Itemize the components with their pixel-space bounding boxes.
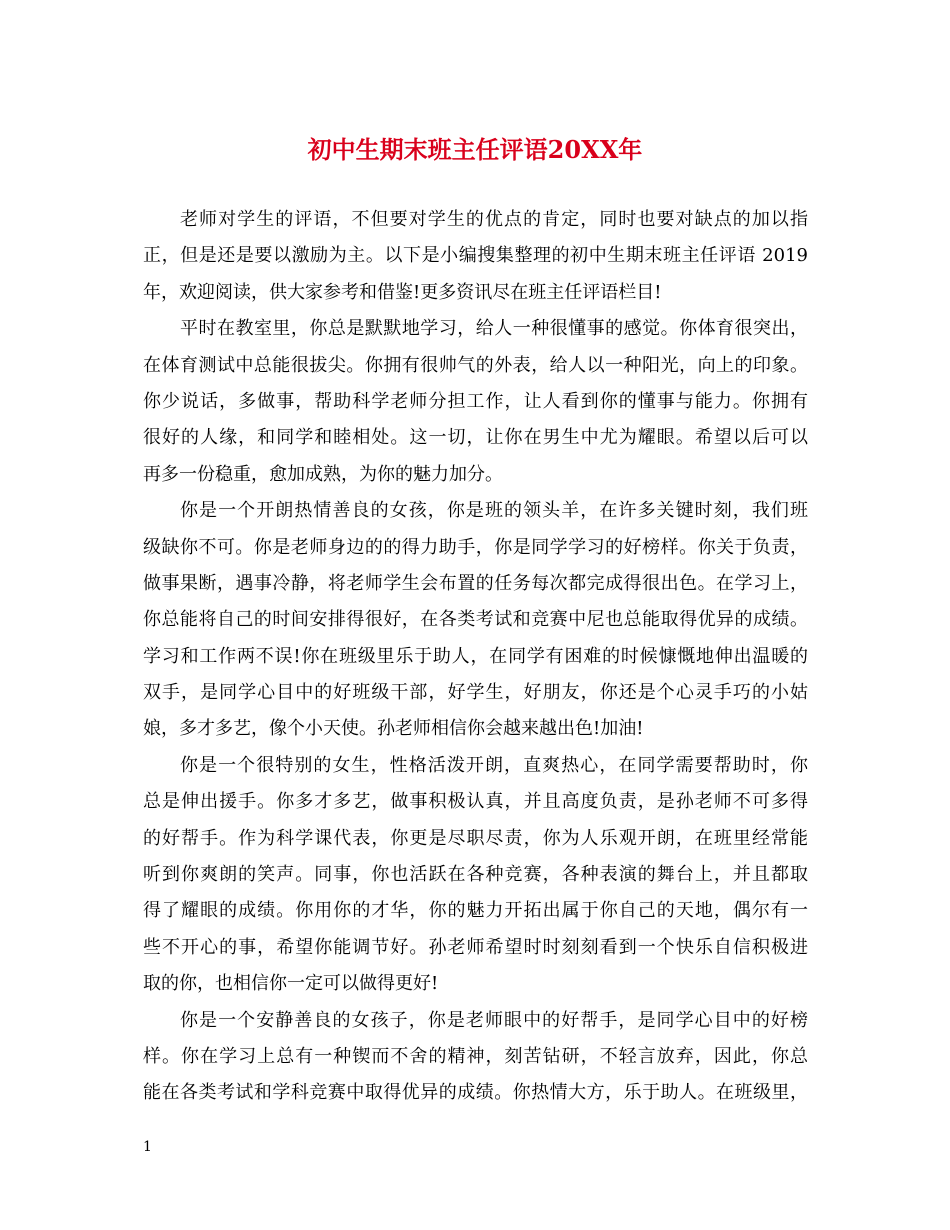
text-line: 总是伸出援手。你多才多艺，做事积极认真，并且高度负责，是孙老师不可多得 <box>143 791 808 813</box>
text-line: 很好的人缘，和同学和睦相处。这一切，让你在男生中尤为耀眼。希望以后可以 <box>143 427 808 449</box>
text-line: 学习和工作两不误!你在班级里乐于助人，在同学有困难的时候慷慨地伸出温暖的 <box>143 645 808 667</box>
document-title: 初中生期末班主任评语20XX年 <box>307 135 643 164</box>
page-number: 1 <box>143 1139 152 1155</box>
text-line: 再多一份稳重，愈加成熟，为你的魅力加分。 <box>143 463 503 485</box>
text-line: 你是一个很特别的女生，性格活泼开朗，直爽热心，在同学需要帮助时，你 <box>180 754 808 776</box>
text-line: 的好帮手。作为科学课代表，你更是尽职尽责，你为人乐观开朗，在班里经常能 <box>143 827 808 849</box>
text-line: 级缺你不可。你是老师身边的的得力助手，你是同学学习的好榜样。你关于负责， <box>143 536 808 558</box>
text-line: 娘，多才多艺，像个小天使。孙老师相信你会越来越出色!加油! <box>143 718 644 740</box>
paragraph-comment-1 <box>143 311 808 493</box>
text-line: 老师对学生的评语，不但要对学生的优点的肯定，同时也要对缺点的加以指 <box>180 209 808 230</box>
text-line: 在体育测试中总能很拔尖。你拥有很帅气的外表，给人以一种阳光，向上的印象。 <box>143 354 808 376</box>
text-line: 年，欢迎阅读，供大家参考和借鉴!更多资讯尽在班主任评语栏目! <box>143 281 662 303</box>
text-line: 做事果断，遇事冷静，将老师学生会布置的任务每次都完成得很出色。在学习上， <box>143 572 808 594</box>
text-line: 样。你在学习上总有一种锲而不舍的精神，刻苦钻研，不轻言放弃，因此，你总 <box>143 1045 808 1067</box>
document-body <box>143 202 808 1112</box>
paragraph-comment-2 <box>143 493 808 748</box>
text-line: 取的你，也相信你一定可以做得更好! <box>143 973 439 995</box>
text-line: 你是一个安静善良的女孩子，你是老师眼中的好帮手，是同学心目中的好榜 <box>180 1009 808 1031</box>
paragraph-intro <box>143 202 808 311</box>
text-line: 得了耀眼的成绩。你用你的才华，你的魅力开拓出属于你自己的天地，偶尔有一 <box>143 900 808 922</box>
text-line: 你是一个开朗热情善良的女孩，你是班的领头羊，在许多关键时刻，我们班 <box>180 500 808 522</box>
text-line: 听到你爽朗的笑声。同事，你也活跃在各种竞赛，各种表演的舞台上，并且都取 <box>143 864 808 886</box>
text-line: 你总能将自己的时间安排得很好，在各类考试和竞赛中尼也总能取得优异的成绩。 <box>143 609 808 631</box>
text-line: 些不开心的事，希望你能调节好。孙老师希望时时刻刻看到一个快乐自信积极进 <box>143 936 808 958</box>
paragraph-comment-3 <box>143 748 808 1003</box>
text-line: 能在各类考试和学科竞赛中取得优异的成绩。你热情大方，乐于助人。在班级里， <box>143 1082 808 1104</box>
text-line: 正，但是还是要以激励为主。以下是小编搜集整理的初中生期末班主任评语 2019 <box>143 245 808 267</box>
text-line: 你少说话，多做事，帮助科学老师分担工作，让人看到你的懂事与能力。你拥有 <box>143 390 808 412</box>
text-line: 双手，是同学心目中的好班级干部，好学生，好朋友，你还是个心灵手巧的小姑 <box>143 682 808 704</box>
text-line: 平时在教室里，你总是默默地学习，给人一种很懂事的感觉。你体育很突出， <box>180 318 808 340</box>
paragraph-comment-4 <box>143 1003 808 1112</box>
